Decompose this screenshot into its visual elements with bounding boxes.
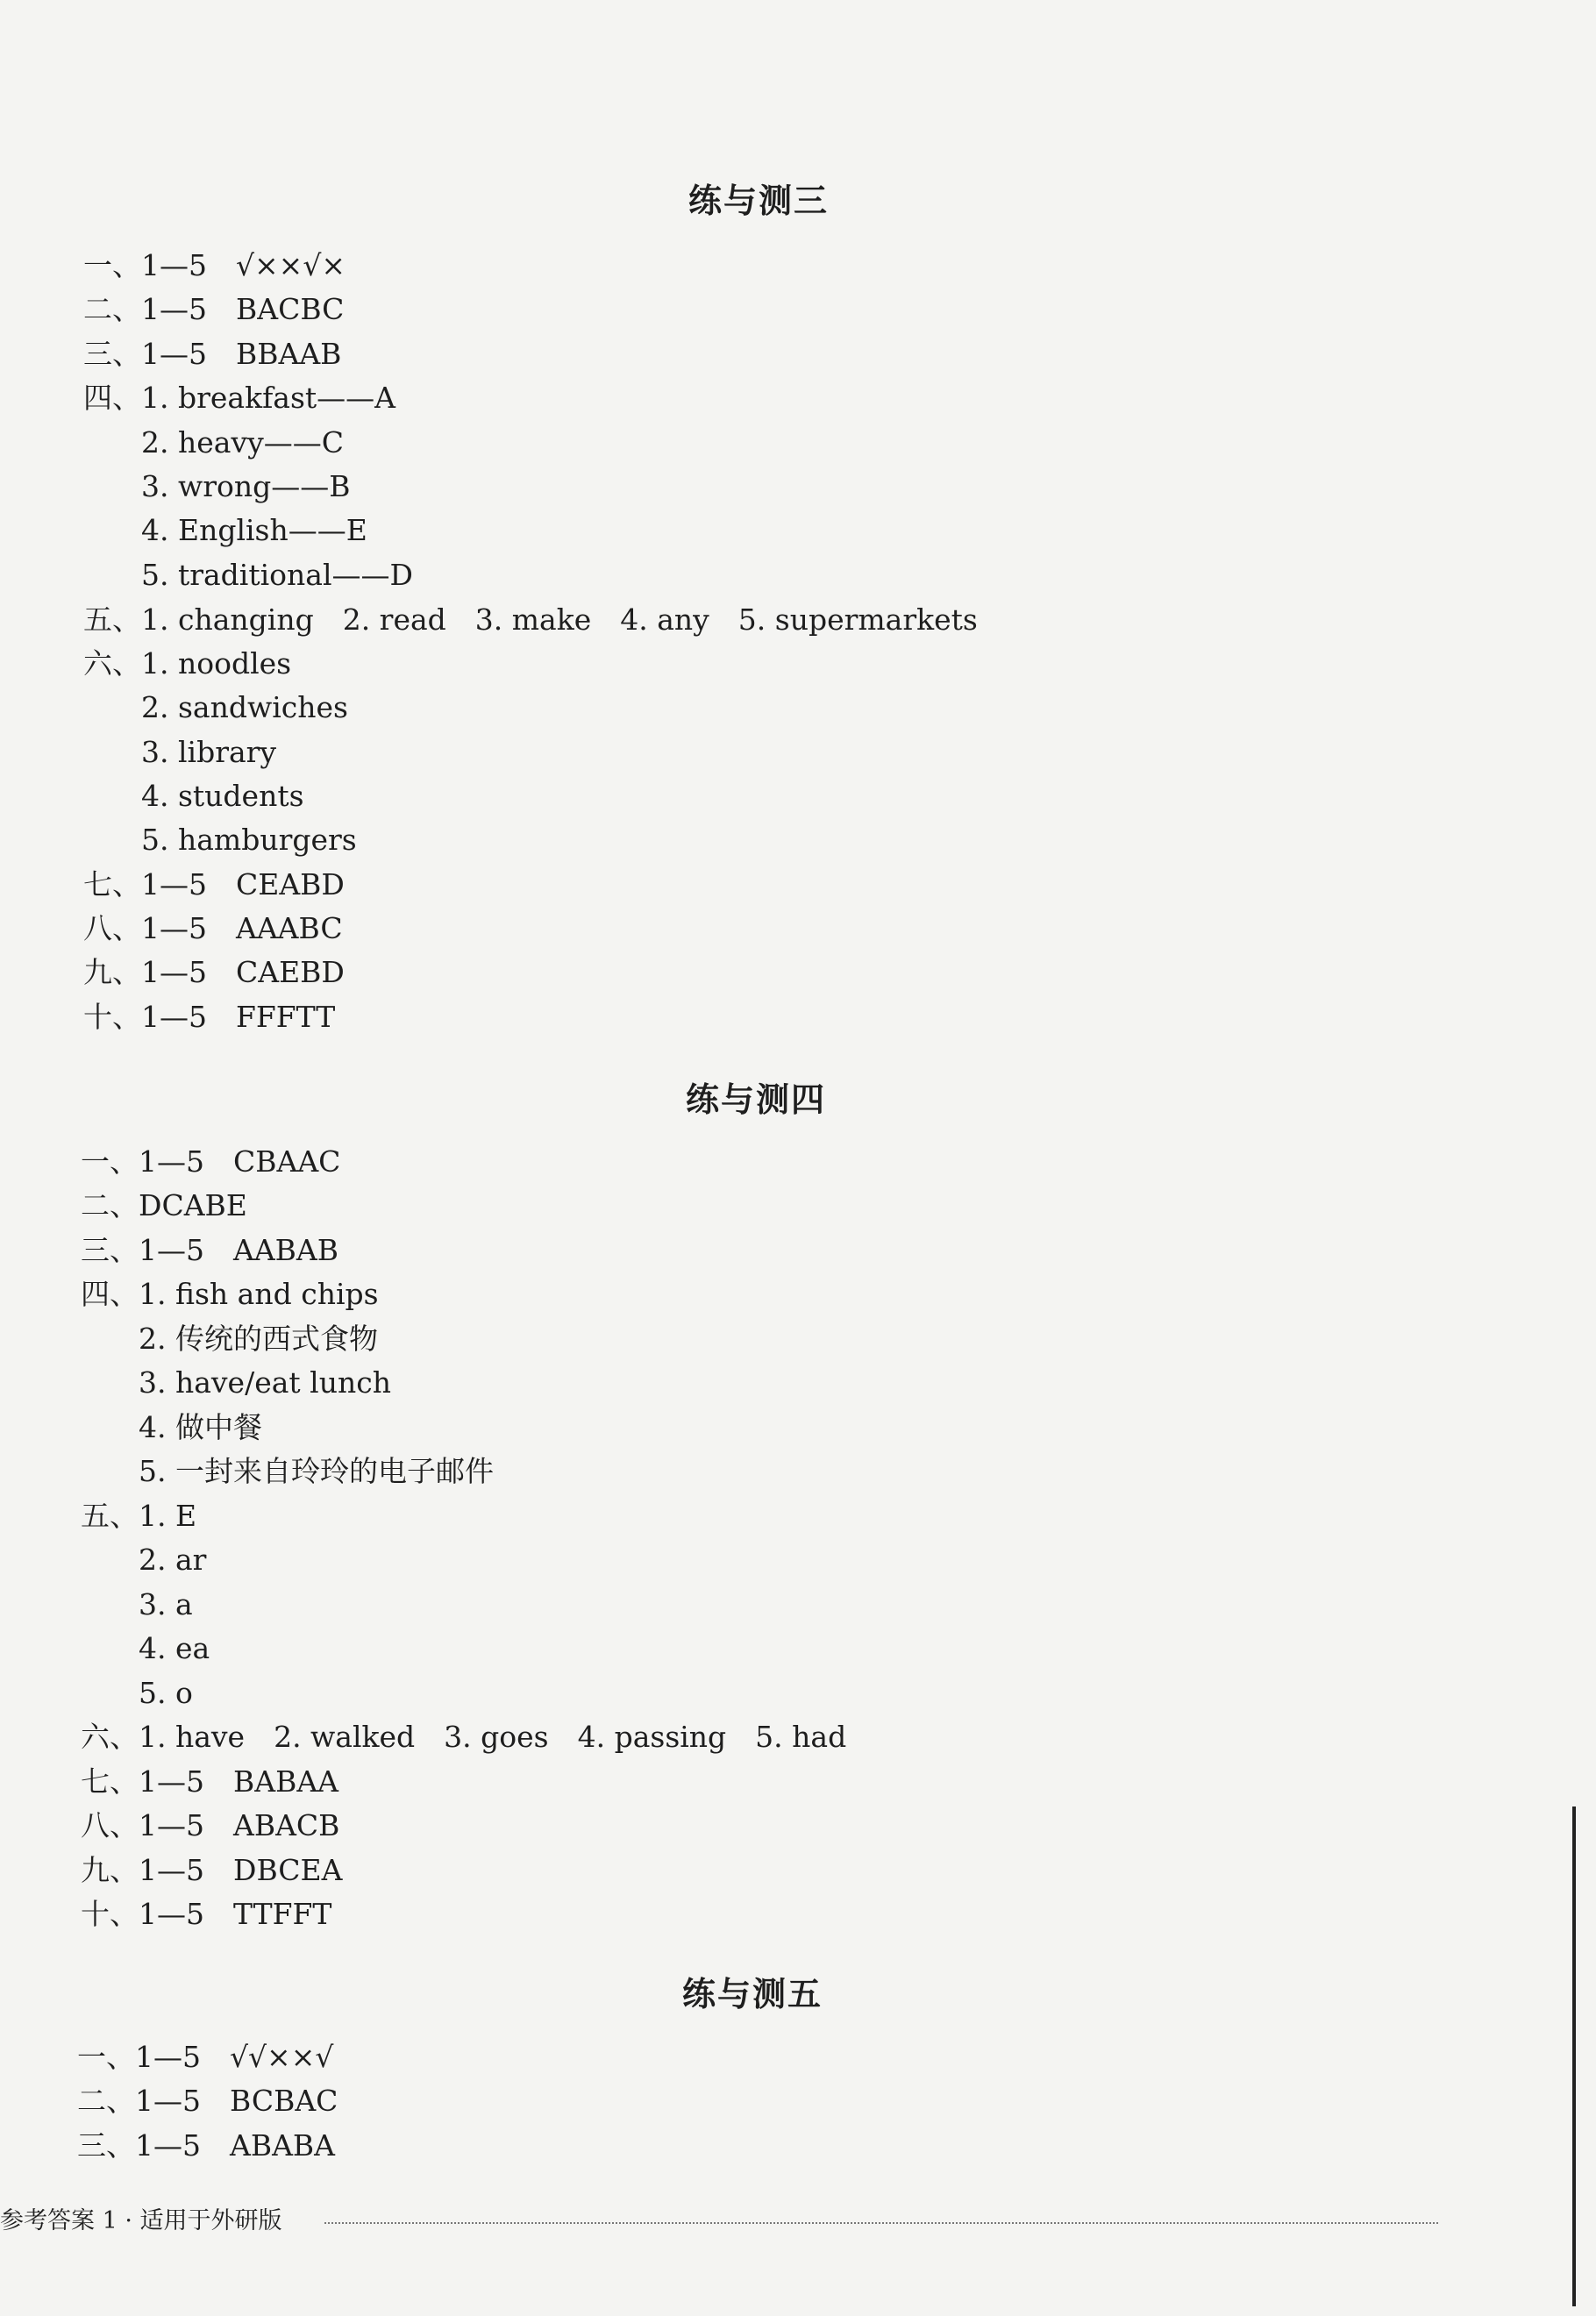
answer-line: 五、1. E — [81, 1499, 197, 1533]
answer-line: 十、1—5 FFFTT — [83, 1000, 336, 1034]
page-footer — [0, 2201, 1456, 2240]
section-title: 练与测四 — [685, 1080, 826, 1119]
answer-line: 八、1—5 AAABC — [83, 911, 343, 945]
answer-line: 三、1—5 ABABA — [77, 2128, 335, 2163]
answer-line: 七、1—5 CEABD — [83, 867, 345, 901]
answer-line: 5. o — [81, 1676, 193, 1710]
answer-line: 六、1. have 2. walked 3. goes 4. passing 5. had — [81, 1720, 847, 1754]
answer-line: 2. sandwiches — [83, 690, 348, 724]
answer-line: 一、1—5 CBAAC — [81, 1144, 341, 1179]
answer-line: 4. ea — [81, 1631, 210, 1665]
answer-line: 3. a — [81, 1587, 193, 1621]
answer-line: 一、1—5 √××√× — [83, 248, 346, 282]
answer-line: 3. library — [83, 735, 277, 769]
answer-line: 三、1—5 AABAB — [81, 1233, 338, 1267]
answer-line: 二、1—5 BACBC — [83, 292, 345, 326]
answer-line: 2. ar — [81, 1543, 207, 1577]
answer-line: 2. heavy——C — [83, 425, 344, 460]
answer-line: 四、1. breakfast——A — [83, 381, 395, 415]
answer-line: 4. English——E — [83, 513, 367, 547]
answer-line: 4. 做中餐 — [81, 1410, 262, 1444]
answer-line: 2. 传统的西式食物 — [81, 1322, 378, 1356]
answer-line: 5. hamburgers — [83, 823, 357, 857]
section-title: 练与测五 — [681, 1975, 823, 2013]
footer-dotted-rule — [324, 2222, 1438, 2224]
answer-line: 二、1—5 BCBAC — [77, 2084, 338, 2118]
footer-label: 参考答案 1 · 适用于外研版 — [0, 2207, 282, 2234]
page-edge-line — [1572, 1806, 1576, 2306]
answer-line: 三、1—5 BBAAB — [83, 337, 342, 371]
answer-line: 四、1. fish and chips — [81, 1277, 379, 1311]
answer-line: 5. 一封来自玲玲的电子邮件 — [81, 1454, 494, 1488]
answer-line: 五、1. changing 2. read 3. make 4. any 5. supermarkets — [83, 602, 978, 637]
answer-line: 二、DCABE — [81, 1188, 247, 1222]
answer-line: 3. have/eat lunch — [81, 1365, 391, 1400]
answer-line: 六、1. noodles — [83, 646, 292, 681]
answer-line: 九、1—5 DBCEA — [81, 1853, 343, 1887]
answer-line: 3. wrong——B — [83, 469, 351, 503]
answer-line: 八、1—5 ABACB — [81, 1808, 340, 1842]
answer-line: 5. traditional——D — [83, 558, 413, 592]
answer-line: 七、1—5 BABAA — [81, 1764, 338, 1799]
section-title: 练与测三 — [688, 182, 829, 220]
answer-line: 4. students — [83, 779, 304, 813]
answer-line: 一、1—5 √√××√ — [77, 2040, 334, 2074]
answer-line: 九、1—5 CAEBD — [83, 955, 345, 989]
answer-line: 十、1—5 TTFFT — [81, 1897, 332, 1931]
